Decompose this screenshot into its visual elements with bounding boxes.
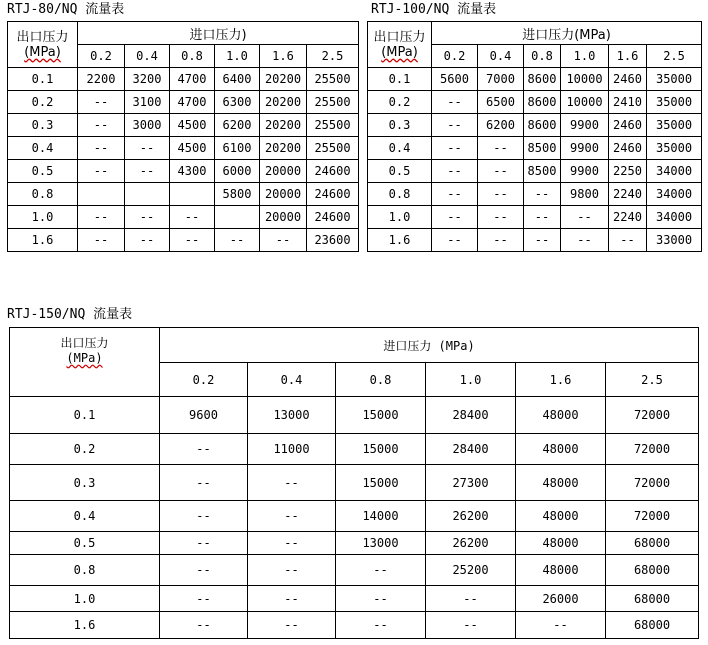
table-row [10,555,699,586]
row-label: 1.6 [8,229,78,252]
row-label: 0.4 [8,137,78,160]
table-cell: -- [516,612,606,639]
table-cell: -- [432,160,478,183]
table-row [10,501,699,532]
table-row [10,434,699,465]
table-row [10,612,699,639]
table-cell: 6200 [215,114,260,137]
row-label: 1.0 [368,206,432,229]
table-cell: -- [160,555,248,586]
table-cell: 24600 [307,206,359,229]
row-label: 0.3 [10,465,160,501]
table-cell: 4500 [170,137,215,160]
column-header: 0.2 [78,45,125,68]
table-cell: -- [78,137,125,160]
table-cell: -- [524,229,561,252]
row-label: 0.1 [368,68,432,91]
table-cell: 20200 [260,137,307,160]
table-cell: 5800 [215,183,260,206]
column-header: 2.5 [606,363,699,397]
column-header: 0.2 [160,363,248,397]
table-cell: 23600 [307,229,359,252]
table-cell: 25500 [307,114,359,137]
table-cell: 13000 [336,532,426,555]
table-row [8,206,359,229]
table-cell: -- [160,532,248,555]
row-label: 0.3 [368,114,432,137]
table-cell: 24600 [307,160,359,183]
row-label: 0.8 [8,183,78,206]
table-cell: 27300 [426,465,516,501]
table-cell [170,183,215,206]
table-cell: -- [248,465,336,501]
column-header: 0.8 [336,363,426,397]
table-cell: -- [426,586,516,612]
table-cell: 13000 [248,397,336,434]
table-cell: 20000 [260,160,307,183]
table-cell: -- [248,532,336,555]
inlet-pressure-header: 进口压力(MPa) [432,22,702,45]
table-cell: -- [78,229,125,252]
row-label: 0.1 [10,397,160,434]
row-label: 1.6 [368,229,432,252]
table-cell: 3100 [125,91,170,114]
table-cell: 72000 [606,397,699,434]
table-cell: 33000 [647,229,702,252]
table-cell: 15000 [336,434,426,465]
table-cell: 72000 [606,501,699,532]
table-cell: 7000 [478,68,524,91]
table-cell: -- [248,501,336,532]
table-cell: -- [561,206,609,229]
table-title-rtj100: RTJ-100/NQ 流量表 [371,2,497,17]
table-cell: 6000 [215,160,260,183]
table-cell: 72000 [606,434,699,465]
column-header: 1.0 [561,45,609,68]
inlet-pressure-header: 进口压力) [78,22,359,45]
table-cell: 9900 [561,137,609,160]
table-cell: -- [478,229,524,252]
row-label: 0.4 [10,501,160,532]
table-cell: 9600 [160,397,248,434]
table-cell: -- [336,586,426,612]
row-label: 0.8 [368,183,432,206]
table-cell: 26000 [516,586,606,612]
table-cell: -- [478,137,524,160]
table-cell: -- [78,114,125,137]
unit-label: (MPa) [381,44,418,60]
table-cell: -- [160,465,248,501]
table-cell: 68000 [606,555,699,586]
table-cell: 4700 [170,68,215,91]
table-cell: -- [160,501,248,532]
column-header: 0.8 [170,45,215,68]
table-cell: 25200 [426,555,516,586]
table-cell: -- [524,206,561,229]
table-cell: 48000 [516,501,606,532]
table-cell: -- [78,206,125,229]
table-cell [78,183,125,206]
table-cell: 6200 [478,114,524,137]
table-row [368,137,702,160]
row-label: 0.4 [368,137,432,160]
row-label: 0.2 [368,91,432,114]
outlet-pressure-header: 出口压力 (MPa) [368,22,432,68]
table-cell: -- [125,137,170,160]
table-row [8,68,359,91]
table-cell: 28400 [426,434,516,465]
table-cell: -- [78,91,125,114]
table-title-rtj80: RTJ-80/NQ 流量表 [7,2,125,17]
table-row [8,160,359,183]
table-cell: 8500 [524,160,561,183]
table-cell: -- [160,586,248,612]
table-cell: 8600 [524,114,561,137]
table-cell: 8600 [524,91,561,114]
column-header: 0.4 [478,45,524,68]
column-header: 1.6 [260,45,307,68]
row-label: 1.6 [10,612,160,639]
table-cell: -- [432,229,478,252]
table-cell: 2410 [609,91,647,114]
row-label: 0.3 [8,114,78,137]
table-cell: 15000 [336,397,426,434]
column-header: 1.0 [215,45,260,68]
table-cell: -- [432,137,478,160]
table-cell: 48000 [516,555,606,586]
table-cell: 48000 [516,532,606,555]
table-cell: -- [561,229,609,252]
table-cell: -- [336,555,426,586]
table-cell: 2460 [609,114,647,137]
row-label: 0.5 [8,160,78,183]
table-cell: -- [609,229,647,252]
table-title-rtj150: RTJ-150/NQ 流量表 [7,307,133,322]
table-cell: 8500 [524,137,561,160]
table-cell: 9900 [561,114,609,137]
table-cell: -- [248,612,336,639]
table-cell: 6400 [215,68,260,91]
table-cell: 9800 [561,183,609,206]
table-cell: 20200 [260,68,307,91]
table-row [10,465,699,501]
table-cell: 25500 [307,137,359,160]
table-row [368,91,702,114]
table-row [368,160,702,183]
table-cell: -- [170,206,215,229]
row-label: 0.5 [10,532,160,555]
table-cell: 34000 [647,160,702,183]
table-cell: 35000 [647,68,702,91]
column-header: 0.4 [248,363,336,397]
table-cell: 14000 [336,501,426,532]
table-cell: 2460 [609,68,647,91]
table-cell: 48000 [516,397,606,434]
column-header: 0.2 [432,45,478,68]
unit-label: (MPa) [66,351,103,365]
table-cell: 25500 [307,68,359,91]
table-cell: 4700 [170,91,215,114]
table-cell: -- [478,183,524,206]
column-header: 0.4 [125,45,170,68]
outlet-pressure-header: 出口压力 (MPa) [8,22,78,68]
table-cell: 35000 [647,137,702,160]
table-cell: 15000 [336,465,426,501]
table-cell: 26200 [426,501,516,532]
table-cell: 6100 [215,137,260,160]
table-cell: 28400 [426,397,516,434]
table-cell: 72000 [606,465,699,501]
table-cell: 34000 [647,206,702,229]
table-cell: 3200 [125,68,170,91]
table-cell: 10000 [561,91,609,114]
table-cell: 35000 [647,114,702,137]
table-cell: -- [260,229,307,252]
table-cell: 68000 [606,586,699,612]
table-row [368,68,702,91]
table-cell: 20200 [260,114,307,137]
table-cell: -- [248,555,336,586]
table-row [10,397,699,434]
table-cell: 34000 [647,183,702,206]
table-cell: -- [78,160,125,183]
table-row [8,183,359,206]
table-cell: -- [478,206,524,229]
table-cell: 20000 [260,183,307,206]
table-row [8,137,359,160]
column-header: 1.6 [516,363,606,397]
table-cell: 6500 [478,91,524,114]
table-cell: -- [478,160,524,183]
table-cell: 20000 [260,206,307,229]
table-cell: 10000 [561,68,609,91]
flow-table-rtj80 [7,21,359,252]
table-cell [125,183,170,206]
table-cell: 4300 [170,160,215,183]
table-cell: 48000 [516,434,606,465]
table-row [368,183,702,206]
table-cell: 2240 [609,206,647,229]
table-cell: 4500 [170,114,215,137]
table-cell: -- [125,160,170,183]
row-label: 0.2 [8,91,78,114]
row-label: 0.8 [10,555,160,586]
table-row [10,586,699,612]
table-cell: -- [426,612,516,639]
table-cell: -- [248,586,336,612]
table-cell: 2200 [78,68,125,91]
table-cell: 2240 [609,183,647,206]
table-cell: -- [125,229,170,252]
flow-table-rtj100 [367,21,702,252]
table-cell: -- [432,114,478,137]
row-label: 1.0 [8,206,78,229]
table-cell: 26200 [426,532,516,555]
column-header: 1.6 [609,45,647,68]
table-cell: 6300 [215,91,260,114]
table-cell: -- [170,229,215,252]
column-header: 2.5 [647,45,702,68]
table-row [368,206,702,229]
row-label: 0.1 [8,68,78,91]
table-row [8,229,359,252]
table-cell: -- [524,183,561,206]
table-row [368,229,702,252]
column-header: 0.8 [524,45,561,68]
unit-label: (MPa) [24,44,61,60]
table-row [8,91,359,114]
table-cell: 25500 [307,91,359,114]
table-cell: 48000 [516,465,606,501]
table-cell: -- [125,206,170,229]
table-cell: 2460 [609,137,647,160]
table-cell: -- [160,612,248,639]
table-cell: -- [432,183,478,206]
table-cell: 8600 [524,68,561,91]
row-label: 0.5 [368,160,432,183]
column-header: 2.5 [307,45,359,68]
table-cell: 9900 [561,160,609,183]
table-cell: 68000 [606,532,699,555]
outlet-pressure-header: 出口压力 (MPa) [10,328,160,397]
table-cell: 2250 [609,160,647,183]
table-row [10,532,699,555]
row-label: 0.2 [10,434,160,465]
table-cell: 68000 [606,612,699,639]
table-cell: -- [432,91,478,114]
row-label: 1.0 [10,586,160,612]
inlet-pressure-header: 进口压力 (MPa) [160,328,699,363]
table-cell: 5600 [432,68,478,91]
table-cell: -- [215,229,260,252]
table-cell: -- [336,612,426,639]
table-cell: 24600 [307,183,359,206]
table-cell [215,206,260,229]
table-cell: 3000 [125,114,170,137]
flow-table-rtj150 [9,327,699,639]
table-cell: 20200 [260,91,307,114]
column-header: 1.0 [426,363,516,397]
table-row [368,114,702,137]
table-cell: -- [432,206,478,229]
table-cell: 11000 [248,434,336,465]
table-cell: 35000 [647,91,702,114]
table-row [8,114,359,137]
table-cell: -- [160,434,248,465]
